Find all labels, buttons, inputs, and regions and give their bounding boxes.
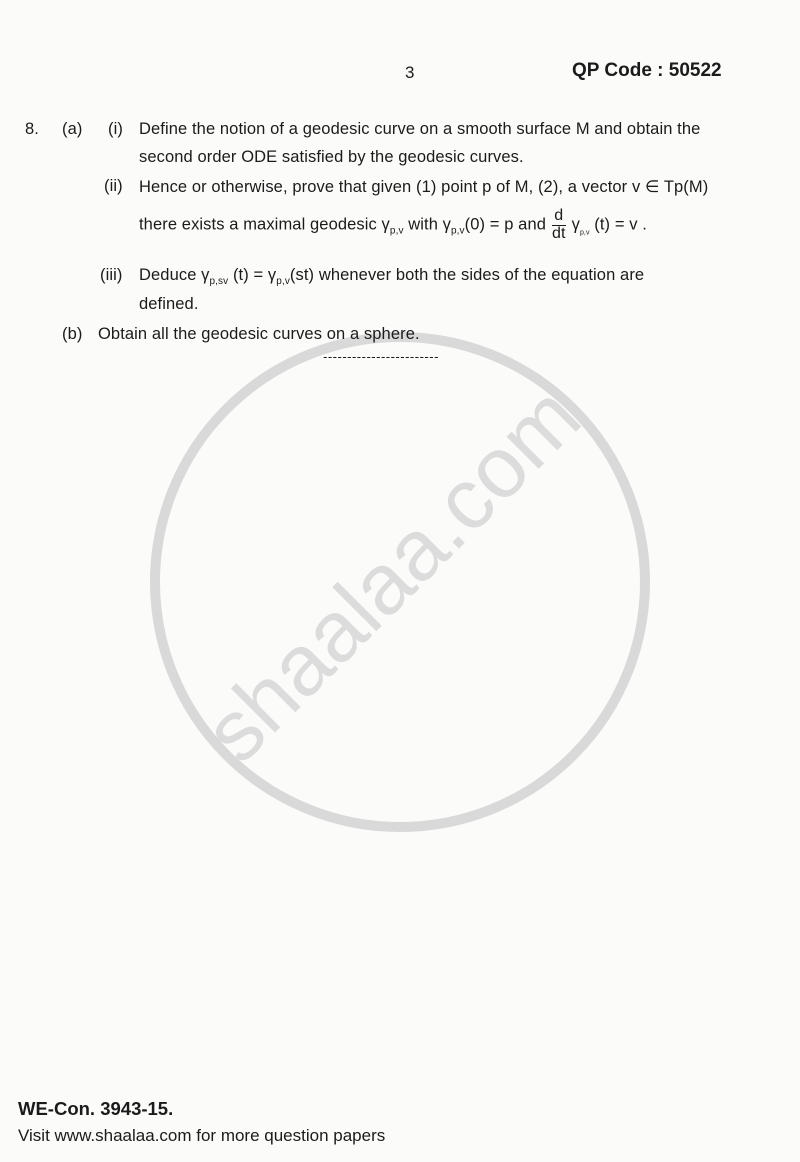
- iii-sub1: p,sv: [209, 276, 229, 287]
- page-number: 3: [405, 63, 415, 82]
- qp-code-label: QP Code :: [572, 60, 669, 81]
- subpart-i-label: (i): [108, 120, 123, 138]
- subpart-iii-line1: [139, 266, 644, 287]
- iii-text3: (st) whenever both the sides of the equation are: [289, 266, 645, 284]
- subpart-iii-line2: defined.: [139, 295, 199, 313]
- ii-gamma: γ: [571, 215, 580, 234]
- part-b-label: (b): [62, 325, 83, 343]
- watermark-text: shaalaa.com: [185, 367, 599, 781]
- ii-text4: (t) = v .: [589, 215, 647, 234]
- ii-sub1: p,v: [389, 225, 404, 237]
- qp-code-value: 50522: [668, 60, 722, 81]
- subpart-iii-label: (iii): [100, 266, 123, 284]
- subpart-i-line1: Define the notion of a geodesic curve on a smooth surface M and obtain the: [139, 120, 701, 138]
- fraction-denominator: dt: [552, 224, 566, 242]
- question-number: 8.: [25, 120, 39, 138]
- iii-sub2: p,v: [276, 276, 290, 287]
- ii-text1: there exists a maximal geodesic γ: [139, 215, 390, 234]
- subpart-i-line2: second order ODE satisfied by the geodesic curves.: [139, 148, 524, 166]
- subpart-ii-line2: [139, 208, 647, 243]
- ii-text3: (0) = p and: [464, 215, 547, 234]
- end-divider: ------------------------: [323, 349, 439, 364]
- fraction-numerator: d: [552, 208, 566, 226]
- iii-text1: Deduce γ: [139, 266, 210, 284]
- footer-link[interactable]: Visit www.shaalaa.com for more question papers: [18, 1126, 386, 1145]
- ii-text2: with γ: [403, 215, 452, 234]
- ii-sub2: p,v: [451, 225, 465, 237]
- ii-sub3: p,v: [579, 229, 590, 237]
- derivative-fraction: [552, 208, 566, 243]
- qp-code: [572, 60, 722, 82]
- part-b-text: Obtain all the geodesic curves on a sphere.: [98, 325, 420, 343]
- subpart-ii-label: (ii): [104, 177, 123, 195]
- subpart-ii-line1: Hence or otherwise, prove that given (1) point p of M, (2), a vector v ∈ Tp(M): [139, 178, 709, 196]
- iii-text2: (t) = γ: [228, 266, 277, 284]
- part-a-label: (a): [62, 120, 83, 138]
- footer-code: WE-Con. 3943-15.: [18, 1098, 174, 1119]
